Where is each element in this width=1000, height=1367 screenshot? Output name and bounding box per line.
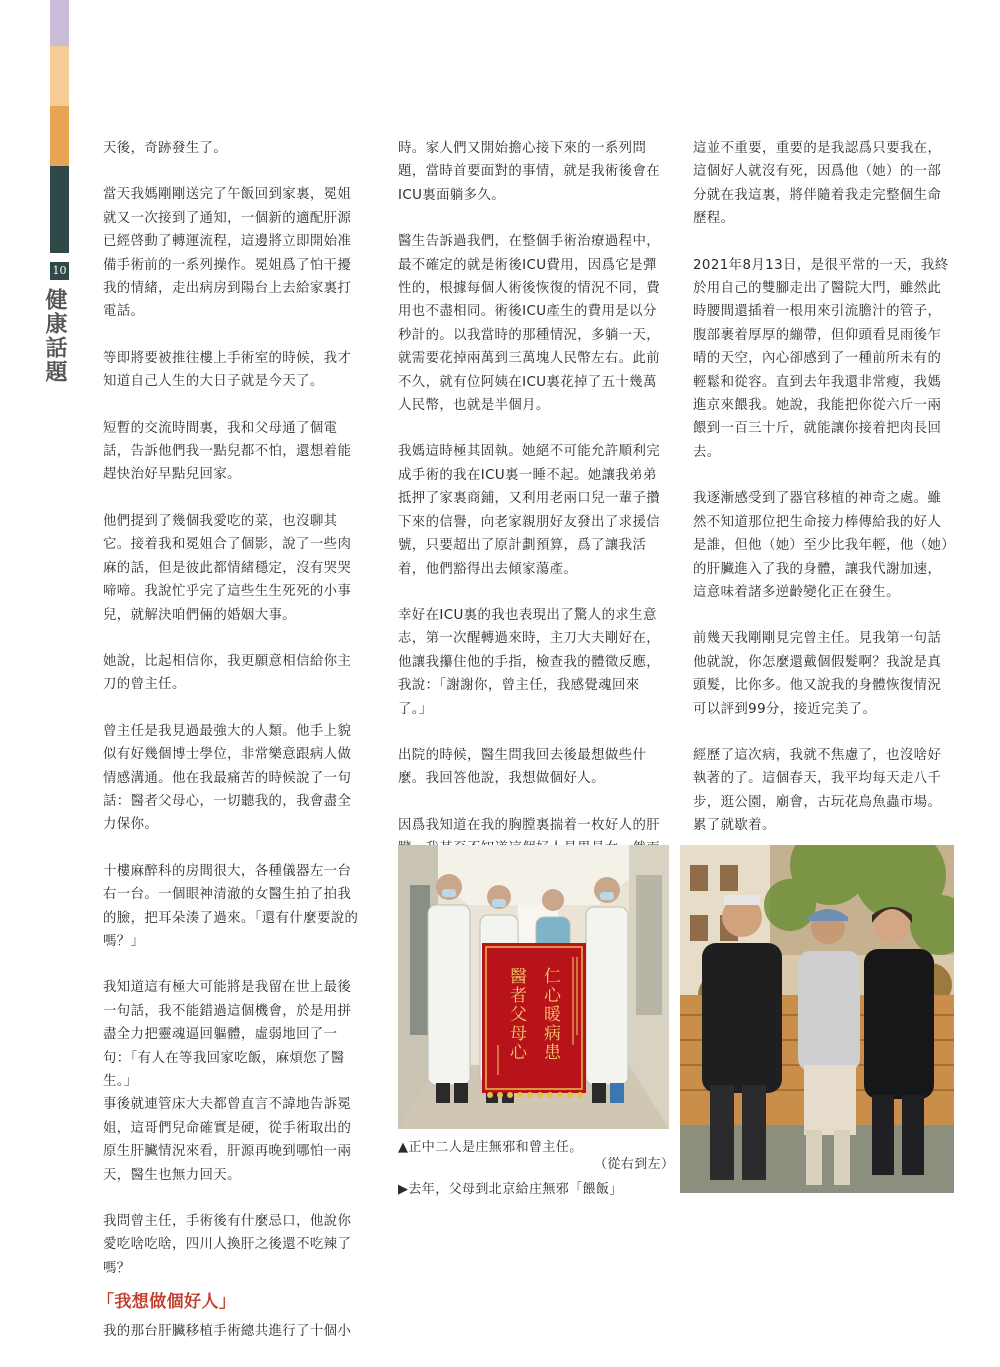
photo-caption-1: ▲正中二人是庄無邪和曾主任。 [398,1140,583,1155]
article-column-3 [693,137,955,930]
section-title: 健康話題 [42,288,68,384]
paragraph: 出院的時候，醫生問我回去後最想做些什麼。我回答他說，我想做個好人。 [398,747,647,787]
paragraph: 我知道這有極大可能將是我留在世上最後一句話，我不能錯過這個機會，於是用拼盡全力把靈魂逼回軀體，虛弱地回了一句：「有人在等我回家吃飯，麻煩您了醫生。」 [103,980,352,1089]
sidebar-color-block-teal [50,166,69,253]
paragraph: 因爲我知道在我的胸膛裏揣着一枚好人的肝 [398,817,661,833]
paragraph: 幸好在ICU裏的我也表現出了驚人的求生意志，第一次醒轉過來時，主刀大夫剛好在，他讓我攥住他的手指，檢查我的體徵反應，我說：「謝謝你，曾主任，我感覺魂回來了。」 [398,607,661,717]
photo-caption-2: ▶去年，父母到北京給庄無邪「餵飯」 [398,1182,623,1197]
subheading: 「我想做個好人」 [97,1292,237,1313]
banner-line-1: 仁心暖病患 [540,967,560,1062]
paragraph: 等即將要被推往樓上手術室的時候，我才知道自己人生的大日子就是今天了。 [103,350,352,390]
paragraph: 經歷了這次病，我就不焦慮了，也沒啥好執著的了。這個春天，我平均每天走八千步，逛公園，廟會，古玩花鳥魚蟲市場。累了就歇着。 [693,747,942,834]
paragraph: 短暫的交流時間裏，我和父母通了個電話，告訴他們我一點兒都不怕，還想着能趕快治好早點兒回家。 [103,420,352,483]
photo-hospital-banner [398,845,669,1129]
article-column-1 [97,137,365,1367]
paragraph: 事後就連管床大夫都曾直言不諱地告訴冕姐，這哥們兒命確實是硬，從手術取出的原生肝臟情況來看，肝源再晚到哪怕一兩天，醫生也無力回天。 [103,1097,352,1183]
paragraph: 天後，奇跡發生了。 [103,141,228,156]
paragraph: 我問曾主任，手術後有什麼忌口，他說你愛吃啥吃啥，四川人換肝之後還不吃辣了嗎？ [103,1214,352,1276]
paragraph: 她說，比起相信你，我更願意相信給你主刀的曾主任。 [103,653,352,693]
paragraph: 我媽這時極其固執。她絕不可能允許順利完成手術的我在ICU裏一睡不起。她讓我弟弟抵押了家裏商鋪，又利用老兩口兒一輩子攢下來的信譽，向老家親朋好友發出了求援信號，只要超出了原計劃預算，爲了讓我活着，他們豁得出去傾家蕩產。 [398,444,661,577]
paragraph: 曾主任是我見過最強大的人類。他手上貌似有好幾個博士學位，非常樂意跟病人做情感溝通。他在我最痛苦的時候說了一句話：醫者父母心，一切聽我的，我會盡全力保你。 [103,723,352,833]
sidebar-color-block-lavender [50,0,69,46]
sidebar-color-block-orange [50,106,69,166]
paragraph: 我逐漸感受到了器官移植的神奇之處。雖然不知道那位把生命接力棒傳給我的好人是誰，但他（她）至少比我年輕，他（她）的肝臟進入了我的身體，讓我代謝加速，這意味着諸多逆齡變化正在發生。 [693,491,956,600]
paragraph: 這並不重要，重要的是我認爲只要我在，這個好人就沒有死，因爲他（她）的一部分就在我這裏，將伴隨着我走完整個生命歷程。 [693,141,942,227]
paragraph: 我的那台肝臟移植手術總共進行了十個小 [103,1324,352,1340]
paragraph: 醫生告訴過我們，在整個手術治療過程中，最不確定的就是術後ICU費用，因爲它是彈性的，根據每個人術後恢復的情況不同，費用也不盡相同。術後ICU產生的費用是以分秒計的。以我當時的那種情況，多躺一天，就需要花掉兩萬到三萬塊人民幣左右。此前不久，就有位阿姨在ICU裏花掉了五十幾萬人民幣，也就是半個月。 [398,234,661,414]
article-column-2 [398,137,662,884]
paragraph: 2021年8月13日，是很平常的一天，我終於用自己的雙腳走出了醫院大門，雖然此時腰間還插着一根用來引流膽汁的管子，腹部裹着厚厚的繃帶，但仰頭看見雨後乍晴的天空，內心卻感到了一種前所未有的輕鬆和從容。直到去年我還非常瘦，我媽進京來餵我。她說，我能把你從六斤一兩餵到一百三十斤，就能讓你接着把肉長回去。 [693,257,949,460]
paragraph: 十樓麻醉科的房間很大，各種儀器左一台右一台。一個眼神清澈的女醫生拍了拍我的臉，把耳朵湊了過來。「還有什麼要說的嗎？」 [103,863,359,949]
sidebar-color-block-peach [50,46,69,106]
paragraph: 當天我媽剛剛送完了午飯回到家裏，冕姐就又一次接到了通知，一個新的適配肝源已經啓動了轉運流程，這邊將立即開始准備手術前的一系列操作。冕姐爲了怕干擾我的情緒，走出病房到陽台上去給家裏打電話。 [103,187,352,320]
photo-family-bench [680,845,954,1193]
banner-line-2: 醫者父母心 [506,967,526,1062]
page-number: 10 [50,262,69,280]
paragraph: 他們提到了幾個我愛吃的菜，也沒聊其它。接着我和冕姐合了個影，說了一些肉麻的話，但是彼此都情緒穩定，沒有哭哭啼啼。我說忙乎完了這些生生死死的小事兒，就解決咱們倆的婚姻大事。 [103,513,352,623]
paragraph: 前幾天我剛剛見完曾主任。見我第一句話他就說，你怎麼還戴個假髮啊？我說是真頭髮，比你多。他又說我的身體恢復情況可以評到99分，接近完美了。 [693,631,942,717]
paragraph: 時。家人們又開始擔心接下來的一系列問題，當時首要面對的事情，就是我術後會在ICU裏面躺多久。 [398,141,661,203]
photo-caption-1-note: （從右到左） [594,1157,675,1172]
